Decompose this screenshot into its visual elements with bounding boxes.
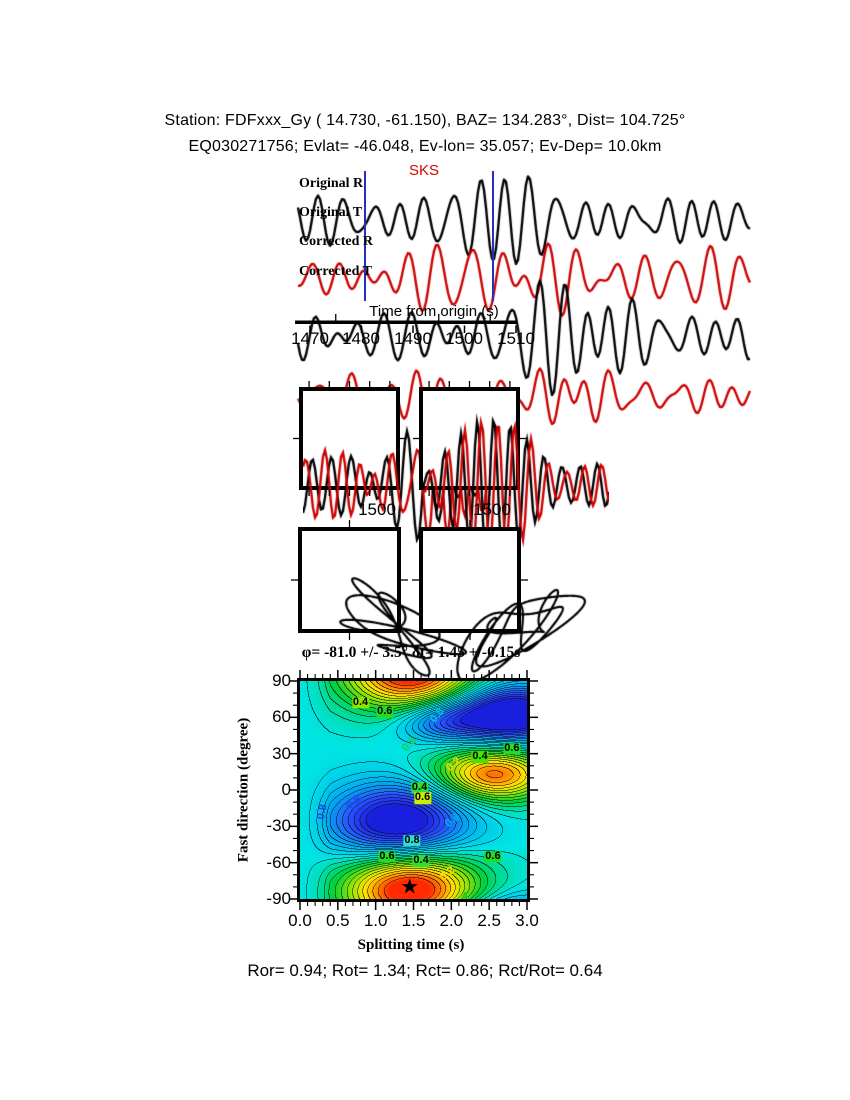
- compare-tick-label-left: 1500: [358, 500, 396, 519]
- contour-value-label: 0.4: [411, 780, 428, 793]
- secondary-triangle-marker: ▲: [458, 886, 472, 902]
- contour-plot: [297, 678, 530, 902]
- time-axis-label: Time from origin (s): [369, 303, 499, 320]
- xtick-15: 1.5: [401, 911, 426, 930]
- contour-value-label: 0.6: [485, 849, 501, 862]
- ytick-m60: -60: [266, 852, 291, 872]
- ytick-30: 30: [272, 743, 291, 763]
- ytick-m30: -30: [266, 816, 291, 836]
- waveform-compare-panel-right: [419, 387, 520, 490]
- contour-value-label: 0.4: [352, 696, 369, 709]
- particle-motion-panel-left: [298, 527, 401, 633]
- footer-stats: Ror= 0.94; Rot= 1.34; Rct= 0.86; Rct/Rot= 0.64: [247, 961, 603, 980]
- contour-value-label: 0.8: [442, 811, 463, 831]
- contour-value-label: 0.8: [427, 705, 447, 726]
- time-tick-1490: 1490: [394, 329, 432, 348]
- sks-phase-label: SKS: [408, 162, 439, 179]
- contour-value-label: 0.2: [443, 754, 463, 774]
- trace-label-original-t: Original T: [299, 205, 363, 220]
- contour-value-label: 0.6: [414, 791, 431, 804]
- xtick-10: 1.0: [363, 911, 388, 930]
- event-header-line: EQ030271756; Evlat= -46.048, Ev-lon= 35.057; Ev-Dep= 10.0km: [188, 138, 662, 155]
- contour-value-label: 0.6: [377, 705, 393, 718]
- time-tick-1480: 1480: [342, 329, 380, 348]
- xtick-00: 0.0: [288, 911, 312, 930]
- xtick-25: 2.5: [477, 911, 501, 930]
- trace-label-corrected-r: Corrected R: [299, 234, 373, 249]
- ytick-60: 60: [272, 707, 291, 727]
- window-end-line: [492, 171, 494, 301]
- ytick-90: 90: [272, 671, 291, 690]
- contour-value-label: 0.6: [504, 742, 520, 755]
- trace-label-original-r: Original R: [299, 176, 364, 191]
- contour-value-label: 0.8: [344, 793, 364, 812]
- ytick-m90: -90: [266, 889, 291, 908]
- ytick-0: 0: [281, 780, 291, 799]
- contour-xlabel: Splitting time (s): [357, 937, 465, 953]
- xtick-05: 0.5: [326, 911, 350, 930]
- contour-value-label: 0.8: [404, 834, 420, 847]
- trace-label-corrected-t: Corrected T: [299, 264, 372, 279]
- contour-value-label: 0.8: [314, 803, 330, 821]
- xtick-20: 2.0: [439, 911, 464, 930]
- contour-value-label: 0.4: [413, 854, 429, 867]
- xtick-30: 3.0: [515, 911, 539, 930]
- compare-tick-label-right: 1500: [473, 500, 511, 519]
- contour-title: φ= -81.0 +/- 3.5° δt= 1.45 +/-0.15s: [301, 644, 521, 661]
- particle-motion-panel-right: [419, 527, 521, 633]
- contour-value-label: 0.6: [379, 849, 395, 862]
- best-solution-star-marker: ★: [400, 875, 420, 899]
- station-header-line: Station: FDFxxx_Gy ( 14.730, -61.150), BAZ= 134.283°, Dist= 104.725°: [164, 112, 686, 129]
- time-tick-1510: 1510: [497, 329, 535, 348]
- contour-value-label: 0.6: [399, 734, 419, 755]
- contour-value-label: 0.4: [472, 750, 488, 763]
- contour-value-label: 0.2: [437, 863, 457, 883]
- time-tick-1470: 1470: [291, 329, 329, 348]
- waveform-compare-panel-left: [299, 387, 400, 490]
- time-tick-1500: 1500: [445, 329, 483, 348]
- contour-ylabel: Fast direction (degree): [235, 717, 252, 863]
